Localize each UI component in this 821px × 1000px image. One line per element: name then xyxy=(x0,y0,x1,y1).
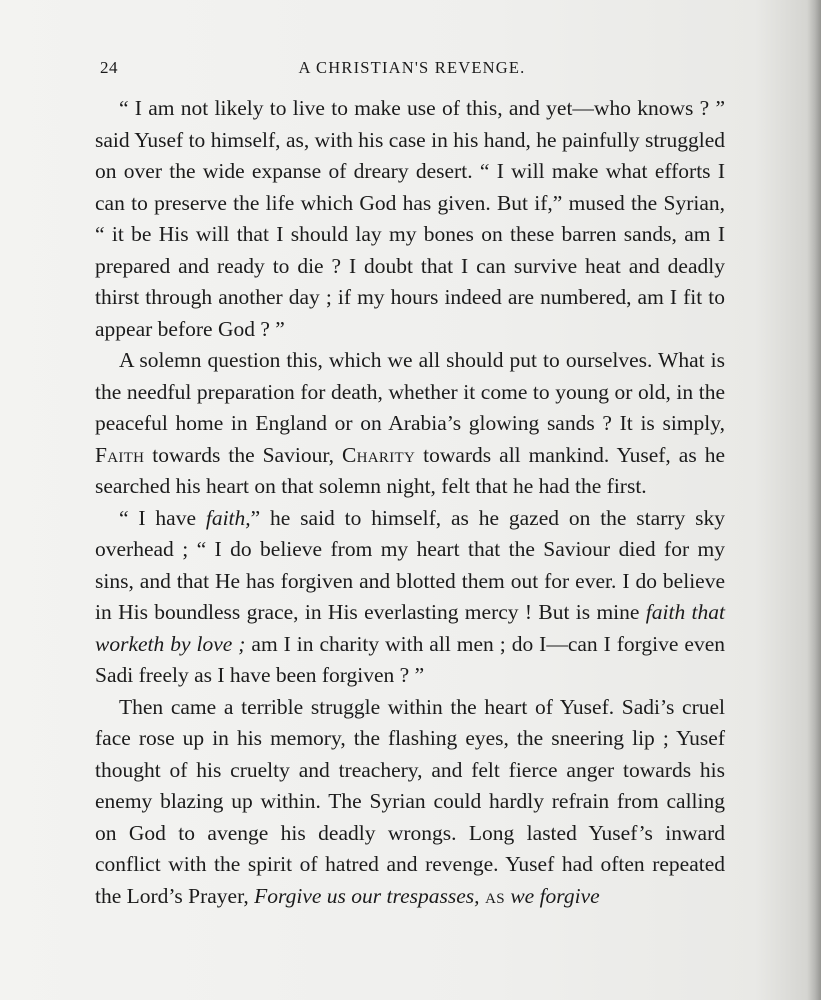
we-forgive-italic: we forgive xyxy=(504,883,600,908)
paragraph-3-text-b: ” he said to himself, as he gazed on the starry sky overhead ; “ I do believe from my heart that the Saviour died for my sins, and that He has forgiven and blotted them out for ever. I do believe in His boundless grace, in His everlasting mercy ! But is mine xyxy=(95,505,725,624)
body-text xyxy=(95,93,725,912)
paragraph-4-text-a: Then came a terrible struggle within the heart of Yusef. Sadi’s cruel face rose up in his memory, the flashing eyes, the sneering lip ; Yusef thought of his cruelty and treachery, and felt fierce anger towards his enemy blazing up within. The Syrian could hardly refrain from calling on God to avenge his deadly wrongs. Long lasted Yusef’s inward conflict with the spirit of hatred and revenge. Yusef had often repeated the Lord’s Prayer, xyxy=(95,694,725,908)
paragraph-2-text-b: towards the Saviour, xyxy=(144,442,342,467)
paragraph-1: “ I am not likely to live to make use of this, and yet—who knows ? ” said Yusef to himself, as, with his case in his hand, he painfully struggled on over the wide expanse of dreary desert. “ I will make what efforts I can to preserve the life which God has given. But if,” mused the Syrian, “ it be His will that I should lay my bones on these barren sands, am I prepared and ready to die ? I doubt that I can survive heat and deadly thirst through another day ; if my hours indeed are numbered, am I fit to appear before God ? ” xyxy=(95,96,725,341)
charity-small-caps: Charity xyxy=(342,442,416,467)
faith-italic: faith, xyxy=(205,505,251,530)
paragraph-3 xyxy=(95,503,725,692)
paragraph-3-text-a: “ I have xyxy=(119,505,206,530)
paragraph-3-text-c: am I in charity with all men ; do I—can I forgive even Sadi freely as I have been forgiven ? ” xyxy=(95,631,725,687)
running-title: A CHRISTIAN'S REVENGE. xyxy=(298,58,526,77)
paragraph-2 xyxy=(95,345,725,503)
faith-worketh-italic: faith that worketh by love ; xyxy=(95,600,725,656)
paragraph-2-text-a: A solemn question this, which we all should put to ourselves. What is the needful preparation for death, whether it come to young or old, in the peaceful home in England or on Arabia’s glowing sands ? It is simply, xyxy=(95,348,725,435)
paragraph-4 xyxy=(95,692,725,913)
as-small-caps: as xyxy=(479,883,505,908)
page-number: 24 xyxy=(100,58,118,77)
page-edge-shadow xyxy=(807,0,821,1000)
page-header xyxy=(100,58,724,82)
paragraph-2-text-c: towards all mankind. Yusef, as he searched his heart on that solemn night, felt that he had the first. xyxy=(95,442,725,498)
faith-small-caps: Faith xyxy=(95,442,145,467)
forgive-trespasses-italic: Forgive us our trespasses, xyxy=(254,883,480,908)
